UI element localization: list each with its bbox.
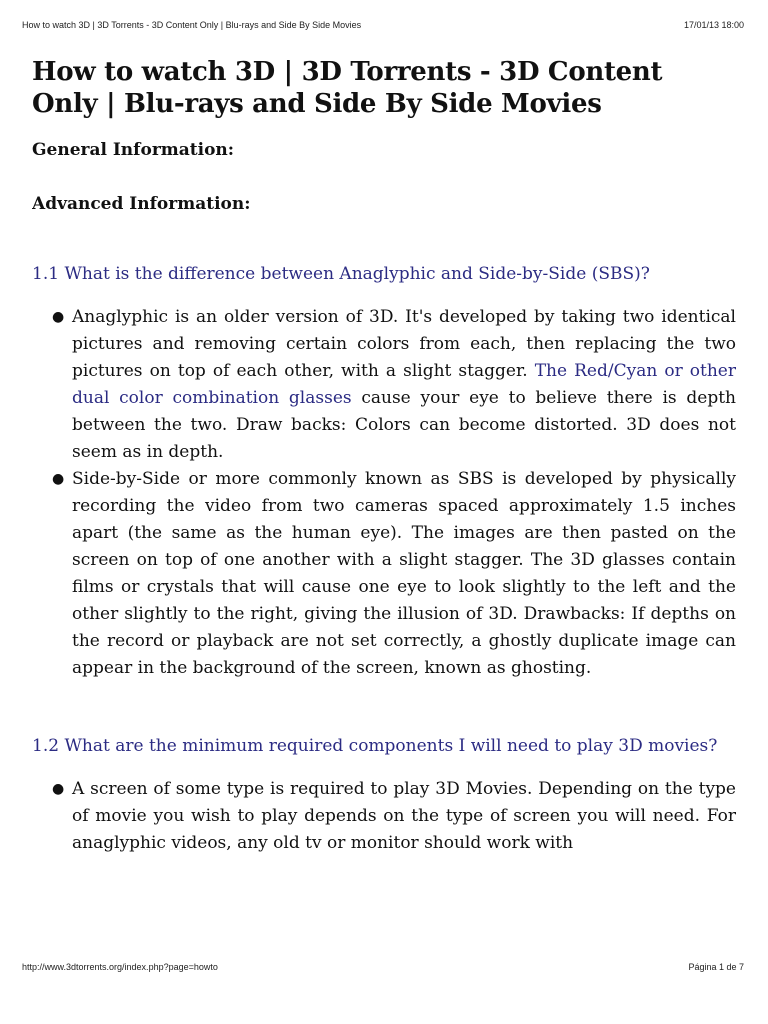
print-header bbox=[22, 18, 744, 32]
document-page bbox=[32, 56, 736, 946]
bullet-text-part: cause your eye to believe there is depth between the two. Draw backs: Colors can become distorted. 3D does not seem as in depth. bbox=[72, 388, 736, 462]
page-title: How to watch 3D | 3D Torrents - 3D Content Only | Blu-rays and Side By Side Movies bbox=[32, 57, 663, 119]
advanced-information-heading: Advanced Information: bbox=[32, 194, 251, 214]
section-1-2-list bbox=[32, 776, 736, 857]
bullet-icon: ● bbox=[52, 309, 65, 325]
general-information-heading: General Information: bbox=[32, 140, 235, 160]
glasses-link[interactable]: The Red/Cyan or other dual color combination glasses bbox=[72, 361, 736, 408]
bullet-text: A screen of some type is required to play 3D Movies. Depending on the type of movie you wish to play depends on the type of screen you will need. For anaglyphic videos, any old tv or monitor should work with bbox=[72, 779, 736, 853]
list-item bbox=[52, 466, 736, 682]
print-header-title: How to watch 3D | 3D Torrents - 3D Content Only | Blu-rays and Side By Side Movies bbox=[22, 20, 362, 30]
page-number: Página 1 de 7 bbox=[688, 962, 744, 972]
print-header-datetime: 17/01/13 18:00 bbox=[683, 20, 744, 30]
section-heading-1-2[interactable]: 1.2 What are the minimum required components I will need to play 3D movies? bbox=[32, 736, 718, 756]
list-item bbox=[52, 304, 736, 466]
bullet-icon: ● bbox=[52, 471, 65, 487]
section-heading-1-1[interactable]: 1.1 What is the difference between Anaglyphic and Side-by-Side (SBS)? bbox=[32, 264, 650, 284]
source-url: http://www.3dtorrents.org/index.php?page=howto bbox=[22, 962, 218, 972]
bullet-text-part: Anaglyphic is an older version of 3D. It's developed by taking two identical pictures and removing certain colors from each, then replacing the two pictures on top of each other, with a slight stagger. bbox=[72, 307, 736, 381]
section-1-1-list bbox=[32, 304, 736, 682]
bullet-text: Side-by-Side or more commonly known as SBS is developed by physically recording the video from two cameras spaced approximately 1.5 inches apart (the same as the human eye). The images are then pasted on the screen on top of one another with a slight stagger. The 3D glasses contain films or crystals that will cause one eye to look slightly to the left and the other slightly to the right, giving the illusion of 3D. Drawbacks: If depths on the record or playback are not set correctly, a ghostly duplicate image can appear in the background of the screen, known as ghosting. bbox=[72, 469, 736, 678]
list-item bbox=[52, 776, 736, 857]
bullet-icon: ● bbox=[52, 781, 65, 797]
print-footer bbox=[22, 960, 744, 974]
